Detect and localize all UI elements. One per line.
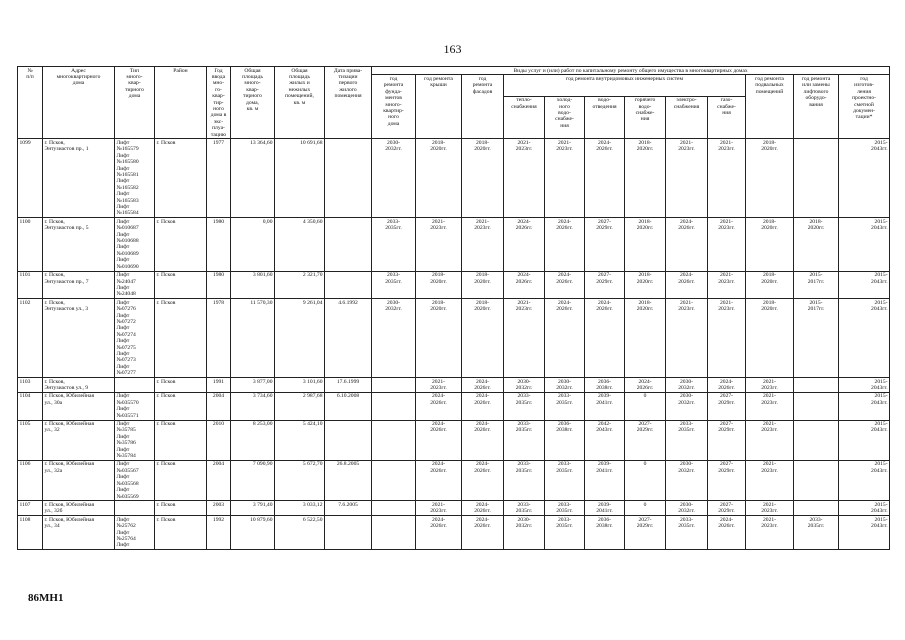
cell-electric: 2030- 2032гг. bbox=[666, 460, 708, 500]
cell-hot-water: 2018- 2020гг. bbox=[625, 218, 666, 271]
header-facade: год ремонта фасадов bbox=[462, 75, 504, 139]
cell-electric: 2030- 2032гг. bbox=[666, 501, 708, 516]
cell-roof: 2018- 2020гг. bbox=[416, 139, 462, 218]
cell-address: г. Псков, Юбилейная ул., 30а bbox=[43, 392, 115, 420]
cell-basement: 2018- 2020гг. bbox=[746, 218, 794, 271]
footer-code: 86МН1 bbox=[28, 592, 64, 604]
cell-design: 2015- 2043гг. bbox=[839, 501, 890, 516]
cell-design: 2015- 2043гг. bbox=[839, 392, 890, 420]
cell-elevator bbox=[794, 378, 839, 393]
cell-drainage: 2027- 2029гг. bbox=[585, 218, 625, 271]
cell-num: 1103 bbox=[18, 378, 43, 393]
cell-living-area: 9 261,04 bbox=[275, 299, 325, 378]
cell-facade: 2018- 2020гг. bbox=[462, 271, 504, 299]
cell-gas: 2027- 2029гг. bbox=[708, 501, 746, 516]
cell-basement: 2018- 2020гг. bbox=[746, 271, 794, 299]
cell-num: 1100 bbox=[18, 218, 43, 271]
cell-year: 2004 bbox=[207, 460, 231, 500]
cell-foundation bbox=[372, 378, 416, 393]
table-row bbox=[18, 271, 890, 299]
cell-foundation bbox=[372, 420, 416, 460]
cell-address: г. Псков, Энтузиастов пр., 1 bbox=[43, 139, 115, 218]
cell-roof: 2018- 2020гг. bbox=[416, 299, 462, 378]
cell-gas: 2027- 2029гг. bbox=[708, 392, 746, 420]
cell-cold-water: 2021- 2023гг. bbox=[545, 139, 585, 218]
cell-facade: 2018- 2020гг. bbox=[462, 139, 504, 218]
header-roof: год ремонта крыши bbox=[416, 75, 462, 139]
cell-priv-date: 7.6.2005 bbox=[325, 501, 372, 516]
cell-elevator: 2033- 2035гг. bbox=[794, 516, 839, 550]
cell-heat: 2033- 2035гг. bbox=[504, 501, 545, 516]
cell-design: 2015- 2043гг. bbox=[839, 139, 890, 218]
cell-cold-water: 2030- 2032гг. bbox=[545, 378, 585, 393]
cell-address: г. Псков, Юбилейная ул., 32 bbox=[43, 420, 115, 460]
header-hot-water: горячего водо- снабже- ния bbox=[625, 96, 666, 139]
cell-drainage: 2042- 2043гг. bbox=[585, 420, 625, 460]
table-header bbox=[18, 67, 890, 139]
cell-priv-date: 4.6.1992 bbox=[325, 299, 372, 378]
cell-design: 2015- 2043гг. bbox=[839, 218, 890, 271]
cell-facade: 2024- 2026гг. bbox=[462, 501, 504, 516]
cell-heat: 2033- 2035гг. bbox=[504, 420, 545, 460]
cell-hot-water: 2024- 2026гг. bbox=[625, 378, 666, 393]
cell-facade: 2024- 2026гг. bbox=[462, 516, 504, 550]
cell-district: г. Псков bbox=[155, 299, 207, 378]
cell-cold-water: 2033- 2035гг. bbox=[545, 501, 585, 516]
table-row bbox=[18, 139, 890, 218]
cell-gas: 2024- 2026гг. bbox=[708, 516, 746, 550]
cell-foundation: 2030- 2032гг. bbox=[372, 299, 416, 378]
cell-priv-date bbox=[325, 139, 372, 218]
cell-gas: 2021- 2023гг. bbox=[708, 139, 746, 218]
cell-heat: 2030- 2032гг. bbox=[504, 516, 545, 550]
cell-priv-date bbox=[325, 516, 372, 550]
cell-district: г. Псков bbox=[155, 420, 207, 460]
header-address: Адрес многоквартирного дома bbox=[43, 67, 115, 139]
cell-district: г. Псков bbox=[155, 460, 207, 500]
cell-foundation: 2033- 2035гг. bbox=[372, 218, 416, 271]
cell-foundation bbox=[372, 460, 416, 500]
cell-priv-date bbox=[325, 218, 372, 271]
cell-priv-date bbox=[325, 420, 372, 460]
cell-electric: 2021- 2023гг. bbox=[666, 139, 708, 218]
cell-elevator: 2015- 2017гг. bbox=[794, 271, 839, 299]
table-row bbox=[18, 392, 890, 420]
cell-cold-water: 2024- 2026гг. bbox=[545, 271, 585, 299]
cell-basement: 2021- 2023гг. bbox=[746, 378, 794, 393]
cell-hot-water: 0 bbox=[625, 501, 666, 516]
header-cold-water: холод- ного водо- снабже- ния bbox=[545, 96, 585, 139]
cell-gas: 2021- 2023гг. bbox=[708, 218, 746, 271]
cell-drainage: 2039- 2041гг. bbox=[585, 501, 625, 516]
cell-total-area: 7 090,90 bbox=[231, 460, 275, 500]
cell-total-area: 3 877,00 bbox=[231, 378, 275, 393]
header-total-area: Общая площадь много- квар- тирного дома, кв. м bbox=[231, 67, 275, 139]
cell-elevator bbox=[794, 501, 839, 516]
cell-elevator: 2015- 2017гг. bbox=[794, 299, 839, 378]
cell-total-area: 0,00 bbox=[231, 218, 275, 271]
header-year-built: Год ввода мно- го- квар- тир- ного дома в экс- плуа- тацию bbox=[207, 67, 231, 139]
table-row bbox=[18, 299, 890, 378]
cell-basement: 2018- 2020гг. bbox=[746, 299, 794, 378]
table-row bbox=[18, 420, 890, 460]
cell-priv-date: 6.10.2008 bbox=[325, 392, 372, 420]
cell-heat: 2021- 2023гг. bbox=[504, 139, 545, 218]
table-row bbox=[18, 516, 890, 550]
cell-total-area: 10 879,60 bbox=[231, 516, 275, 550]
cell-roof: 2024- 2026гг. bbox=[416, 460, 462, 500]
cell-design: 2015- 2043гг. bbox=[839, 460, 890, 500]
cell-num: 1107 bbox=[18, 501, 43, 516]
cell-living-area: 3 033,12 bbox=[275, 501, 325, 516]
cell-foundation: 2030- 2032гг. bbox=[372, 139, 416, 218]
cell-basement: 2018- 2020гг. bbox=[746, 139, 794, 218]
cell-design: 2015- 2043гг. bbox=[839, 420, 890, 460]
cell-heat: 2021- 2023гг. bbox=[504, 299, 545, 378]
cell-district: г. Псков bbox=[155, 139, 207, 218]
cell-drainage: 2027- 2029гг. bbox=[585, 271, 625, 299]
cell-drainage: 2036- 2038гг. bbox=[585, 378, 625, 393]
cell-hot-water: 2018- 2020гг. bbox=[625, 139, 666, 218]
page-number: 163 bbox=[443, 42, 462, 56]
cell-num: 1106 bbox=[18, 460, 43, 500]
cell-priv-date: 17.6.1999 bbox=[325, 378, 372, 393]
cell-drainage: 2039- 2041гг. bbox=[585, 460, 625, 500]
cell-address: г. Псков, Энтузиастов пр., 5 bbox=[43, 218, 115, 271]
capital-repair-table bbox=[17, 66, 890, 550]
cell-total-area: 8 253,00 bbox=[231, 420, 275, 460]
cell-year: 1980 bbox=[207, 218, 231, 271]
cell-foundation bbox=[372, 501, 416, 516]
cell-year: 1991 bbox=[207, 378, 231, 393]
cell-roof: 2021- 2023гг. bbox=[416, 501, 462, 516]
cell-electric: 2024- 2026гг. bbox=[666, 218, 708, 271]
cell-type: Лифт №07276 Лифт №07272 Лифт №07274 Лифт №07275 Лифт №07273 Лифт №07277 bbox=[115, 299, 155, 378]
cell-district: г. Псков bbox=[155, 392, 207, 420]
cell-address: г. Псков, Юбилейная ул., 32а bbox=[43, 460, 115, 500]
header-engineering-group: год ремонта внутридомовых инженерных систем bbox=[504, 75, 746, 96]
table-row bbox=[18, 218, 890, 271]
cell-priv-date bbox=[325, 271, 372, 299]
cell-living-area: 2 987,68 bbox=[275, 392, 325, 420]
header-elevator: год ремонта или замены лифтового оборудо- вания bbox=[794, 75, 839, 139]
header-foundation: год ремонта фунда- ментов много- квартир- ного дома bbox=[372, 75, 416, 139]
cell-year: 2003 bbox=[207, 501, 231, 516]
cell-cold-water: 2024- 2026гг. bbox=[545, 299, 585, 378]
cell-year: 2004 bbox=[207, 392, 231, 420]
cell-address: г. Псков, Энтузиастов пр., 7 bbox=[43, 271, 115, 299]
cell-type: Лифт №035570 Лифт №035571 bbox=[115, 392, 155, 420]
cell-type: Лифт №165579 Лифт №165580 Лифт №165581 Лифт №165582 Лифт №165583 Лифт №165584 bbox=[115, 139, 155, 218]
cell-heat: 2033- 2035гг. bbox=[504, 392, 545, 420]
cell-num: 1101 bbox=[18, 271, 43, 299]
cell-type: Лифт №010687 Лифт №010688 Лифт №010689 Лифт №010690 bbox=[115, 218, 155, 271]
cell-year: 1980 bbox=[207, 271, 231, 299]
cell-address: г. Псков, Юбилейная ул., 34 bbox=[43, 516, 115, 550]
cell-electric: 2021- 2023гг. bbox=[666, 299, 708, 378]
cell-basement: 2021- 2023гг. bbox=[746, 392, 794, 420]
header-num: № п/п bbox=[18, 67, 43, 139]
cell-drainage: 2039- 2041гг. bbox=[585, 392, 625, 420]
cell-electric: 2033- 2035гг. bbox=[666, 420, 708, 460]
cell-cold-water: 2024- 2026гг. bbox=[545, 218, 585, 271]
cell-living-area: 10 691,68 bbox=[275, 139, 325, 218]
cell-elevator bbox=[794, 460, 839, 500]
header-works-group: Виды услуг и (или) работ по капитальному ремонту общего имущества в многоквартирных домах bbox=[372, 67, 890, 75]
cell-cold-water: 2036- 2038гг. bbox=[545, 420, 585, 460]
table-row bbox=[18, 378, 890, 393]
cell-foundation: 2033- 2035гг. bbox=[372, 271, 416, 299]
cell-elevator: 2018- 2020гг. bbox=[794, 218, 839, 271]
cell-num: 1105 bbox=[18, 420, 43, 460]
cell-num: 1102 bbox=[18, 299, 43, 378]
cell-gas: 2021- 2023гг. bbox=[708, 271, 746, 299]
cell-facade: 2024- 2026гг. bbox=[462, 378, 504, 393]
cell-living-area: 2 321,70 bbox=[275, 271, 325, 299]
cell-gas: 2027- 2029гг. bbox=[708, 420, 746, 460]
header-design: год изготов- ления проектно- сметной докумен- тации* bbox=[839, 75, 890, 139]
cell-roof: 2024- 2026гг. bbox=[416, 516, 462, 550]
cell-cold-water: 2033- 2035гг. bbox=[545, 516, 585, 550]
header-district: Район bbox=[155, 67, 207, 139]
cell-gas: 2021- 2023гг. bbox=[708, 299, 746, 378]
cell-foundation bbox=[372, 392, 416, 420]
cell-address: г. Псков, Энтузиастов ул., 9 bbox=[43, 378, 115, 393]
cell-hot-water: 2018- 2020гг. bbox=[625, 271, 666, 299]
cell-roof: 2021- 2023гг. bbox=[416, 218, 462, 271]
cell-electric: 2030- 2032гг. bbox=[666, 392, 708, 420]
cell-num: 1099 bbox=[18, 139, 43, 218]
cell-type: Лифт №35785 Лифт №35786 Лифт №35784 bbox=[115, 420, 155, 460]
table-row bbox=[18, 460, 890, 500]
cell-num: 1104 bbox=[18, 392, 43, 420]
header-heat: тепло- снабжения bbox=[504, 96, 545, 139]
cell-facade: 2021- 2023гг. bbox=[462, 218, 504, 271]
cell-roof: 2024- 2026гг. bbox=[416, 420, 462, 460]
cell-design: 2015- 2043гг. bbox=[839, 271, 890, 299]
table-body bbox=[18, 139, 890, 550]
table-row bbox=[18, 501, 890, 516]
cell-drainage: 2036- 2038гг. bbox=[585, 516, 625, 550]
cell-total-area: 11 570,30 bbox=[231, 299, 275, 378]
header-drainage: водо- отведения bbox=[585, 96, 625, 139]
cell-living-area: 5 424,10 bbox=[275, 420, 325, 460]
cell-basement: 2021- 2023гг. bbox=[746, 460, 794, 500]
cell-type: Лифт №035567 Лифт №035568 Лифт №035569 bbox=[115, 460, 155, 500]
cell-num: 1108 bbox=[18, 516, 43, 550]
header-electric: электро- снабжения bbox=[666, 96, 708, 139]
cell-design: 2015- 2043гг. bbox=[839, 516, 890, 550]
cell-facade: 2024- 2026гг. bbox=[462, 460, 504, 500]
cell-district: г. Псков bbox=[155, 271, 207, 299]
cell-address: г. Псков, Энтузиастов ул., 3 bbox=[43, 299, 115, 378]
cell-foundation bbox=[372, 516, 416, 550]
cell-district: г. Псков bbox=[155, 378, 207, 393]
cell-type: Лифт №24047 Лифт №24048 bbox=[115, 271, 155, 299]
cell-hot-water: 0 bbox=[625, 392, 666, 420]
cell-gas: 2024- 2026гг. bbox=[708, 378, 746, 393]
cell-basement: 2021- 2023гг. bbox=[746, 420, 794, 460]
header-basement: год ремонта подвальных помещений bbox=[746, 75, 794, 139]
cell-electric: 2033- 2035гг. bbox=[666, 516, 708, 550]
header-gas: газо- снабже- ния bbox=[708, 96, 746, 139]
cell-address: г. Псков, Юбилейная ул., 32б bbox=[43, 501, 115, 516]
cell-elevator bbox=[794, 392, 839, 420]
cell-living-area: 6 522,50 bbox=[275, 516, 325, 550]
cell-facade: 2018- 2020гг. bbox=[462, 299, 504, 378]
cell-hot-water: 2027- 2029гг. bbox=[625, 420, 666, 460]
cell-design: 2015- 2043гг. bbox=[839, 378, 890, 393]
cell-year: 2010 bbox=[207, 420, 231, 460]
header-type: Тип много- квар- тирного дома bbox=[115, 67, 155, 139]
cell-total-area: 13 364,60 bbox=[231, 139, 275, 218]
cell-priv-date: 26.8.2005 bbox=[325, 460, 372, 500]
cell-year: 1992 bbox=[207, 516, 231, 550]
cell-drainage: 2024- 2026гг. bbox=[585, 299, 625, 378]
cell-heat: 2024- 2026гг. bbox=[504, 218, 545, 271]
cell-heat: 2030- 2032гг. bbox=[504, 378, 545, 393]
cell-electric: 2030- 2032гг. bbox=[666, 378, 708, 393]
cell-facade: 2024- 2026гг. bbox=[462, 420, 504, 460]
cell-total-area: 3 801,60 bbox=[231, 271, 275, 299]
cell-elevator bbox=[794, 420, 839, 460]
cell-heat: 2024- 2026гг. bbox=[504, 271, 545, 299]
cell-living-area: 5 672,70 bbox=[275, 460, 325, 500]
cell-year: 1977 bbox=[207, 139, 231, 218]
cell-facade: 2024- 2026гг. bbox=[462, 392, 504, 420]
cell-heat: 2033- 2035гг. bbox=[504, 460, 545, 500]
header-living-area: Общая площадь жилых и нежилых помещений, кв. м bbox=[275, 67, 325, 139]
cell-year: 1978 bbox=[207, 299, 231, 378]
cell-design: 2015- 2043гг. bbox=[839, 299, 890, 378]
cell-hot-water: 2027- 2029гг. bbox=[625, 516, 666, 550]
cell-type: Лифт №25762 Лифт №25764 Лифт bbox=[115, 516, 155, 550]
cell-district: г. Псков bbox=[155, 218, 207, 271]
cell-roof: 2024- 2026гг. bbox=[416, 392, 462, 420]
header-privatization: Дата прива- тизации первого жилого помещения bbox=[325, 67, 372, 139]
cell-basement: 2021- 2023гг. bbox=[746, 501, 794, 516]
cell-cold-water: 2033- 2035гг. bbox=[545, 392, 585, 420]
cell-roof: 2021- 2023гг. bbox=[416, 378, 462, 393]
cell-basement: 2021- 2023гг. bbox=[746, 516, 794, 550]
cell-total-area: 3 791,40 bbox=[231, 501, 275, 516]
cell-type bbox=[115, 378, 155, 393]
cell-hot-water: 0 bbox=[625, 460, 666, 500]
cell-type bbox=[115, 501, 155, 516]
cell-district: г. Псков bbox=[155, 501, 207, 516]
cell-electric: 2024- 2026гг. bbox=[666, 271, 708, 299]
cell-elevator bbox=[794, 139, 839, 218]
cell-roof: 2018- 2020гг. bbox=[416, 271, 462, 299]
cell-district: г. Псков bbox=[155, 516, 207, 550]
cell-living-area: 4 350,60 bbox=[275, 218, 325, 271]
cell-total-area: 3 734,60 bbox=[231, 392, 275, 420]
cell-hot-water: 2018- 2020гг. bbox=[625, 299, 666, 378]
cell-drainage: 2024- 2026гг. bbox=[585, 139, 625, 218]
cell-living-area: 3 101,60 bbox=[275, 378, 325, 393]
cell-cold-water: 2033- 2035гг. bbox=[545, 460, 585, 500]
cell-gas: 2027- 2029гг. bbox=[708, 460, 746, 500]
capital-repair-table-wrap bbox=[17, 66, 889, 550]
